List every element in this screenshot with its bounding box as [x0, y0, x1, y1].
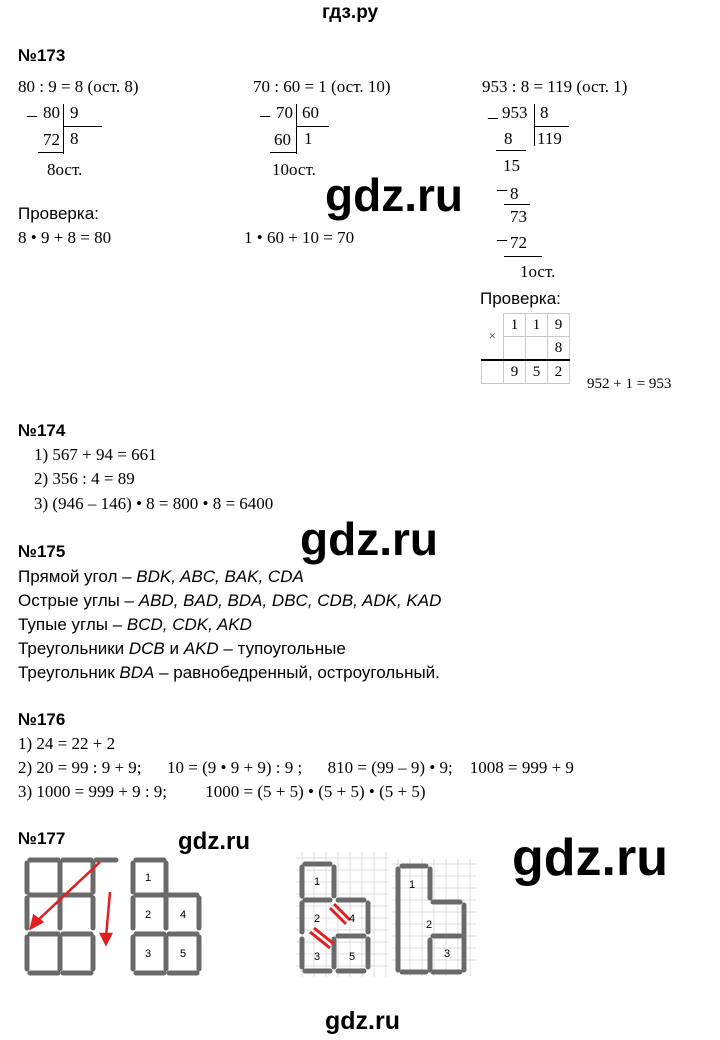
equation-2: 70 : 60 = 1 (ост. 10) [253, 77, 391, 96]
p174-line-3: 3) (946 – 146) • 8 = 800 • 8 = 6400 [34, 494, 274, 513]
p176-line-3: 3) 1000 = 999 + 9 : 9; 1000 = (5 + 5) • (5 + 5) • (5 + 5) [18, 782, 426, 801]
subtrahend: 72 [43, 130, 60, 149]
problem-number-174: №174 [18, 421, 66, 440]
square-label: 3 [444, 948, 451, 960]
square-label: 5 [180, 948, 187, 960]
check-label-1: Проверка: [18, 204, 99, 223]
watermark: gdz.ru [325, 1007, 400, 1035]
subtrahend: 60 [274, 130, 291, 149]
quotient: 119 [537, 129, 562, 148]
square-label: 3 [314, 951, 321, 963]
square-label: 1 [409, 879, 416, 891]
watermark: gdz.ru [512, 829, 668, 887]
square-label: 5 [349, 951, 356, 963]
p176-line-1: 1) 24 = 22 + 2 [18, 734, 116, 753]
check-3: 952 + 1 = 953 [587, 376, 672, 392]
remainder: 10ост. [272, 160, 316, 179]
problem-number-177: №177 [18, 829, 66, 848]
p175-line-2: Острые углы – ABD, BAD, BDA, DBC, CDB, ADK, KAD [18, 591, 442, 610]
equation-1: 80 : 9 = 8 (ост. 8) [18, 77, 139, 96]
watermark: gdz.ru [178, 828, 250, 855]
problem-number-175: №175 [18, 542, 66, 561]
problem-number-173: №173 [18, 46, 66, 65]
match-figure-1 [22, 852, 122, 982]
match-figure-4 [392, 858, 476, 976]
match-figure-3 [296, 852, 388, 977]
square-label: 2 [426, 919, 433, 931]
p176-line-2: 2) 20 = 99 : 9 + 9; 10 = (9 • 9 + 9) : 9 ; 810 = (99 – 9) • 9; 1008 = 999 + 9 [18, 758, 574, 777]
partial-1: 15 [503, 156, 520, 175]
p175-line-4: Треугольники DCB и AKD – тупоугольные [18, 639, 346, 658]
partial-2: 73 [510, 207, 527, 226]
equation-3: 953 : 8 = 119 (ост. 1) [482, 77, 628, 96]
subtrahend-1: 8 [504, 129, 513, 148]
subtrahend-2: 8 [510, 184, 519, 203]
quotient: 8 [70, 129, 79, 148]
p175-line-5: Треугольник BDA – равнобедренный, остроугольный. [18, 663, 440, 682]
square-label: 1 [145, 872, 152, 884]
square-label: 4 [180, 909, 187, 921]
dividend: 70 [276, 103, 293, 122]
remainder: 1ост. [520, 262, 556, 281]
multiplication-check: × 1 1 9 8 9 5 2 [481, 313, 570, 384]
site-header: гдз.ру [322, 2, 379, 23]
square-label: 2 [145, 909, 152, 921]
square-label: 4 [349, 913, 356, 925]
match-figure-2 [128, 852, 218, 982]
watermark: gdz.ru [300, 513, 438, 565]
square-label: 2 [314, 913, 321, 925]
divisor: 8 [540, 103, 549, 122]
check-label-3: Проверка: [480, 289, 561, 308]
square-label: 3 [145, 948, 152, 960]
square-label: 1 [314, 876, 321, 888]
p175-line-1: Прямой угол – BDK, ABC, BAK, CDA [18, 567, 304, 586]
check-2: 1 • 60 + 10 = 70 [244, 228, 355, 247]
quotient: 1 [304, 129, 313, 148]
p175-line-3: Тупые углы – BCD, CDK, AKD [18, 615, 252, 634]
p174-line-2: 2) 356 : 4 = 89 [34, 469, 135, 488]
subtrahend-3: 72 [510, 233, 527, 252]
divisor: 60 [302, 103, 319, 122]
watermark: gdz.ru [325, 169, 463, 221]
dividend: 80 [43, 103, 60, 122]
divisor: 9 [70, 103, 79, 122]
check-1: 8 • 9 + 8 = 80 [18, 228, 112, 247]
p174-line-1: 1) 567 + 94 = 661 [34, 445, 157, 464]
problem-number-176: №176 [18, 710, 66, 729]
remainder: 8ост. [47, 160, 83, 179]
dividend: 953 [502, 103, 528, 122]
